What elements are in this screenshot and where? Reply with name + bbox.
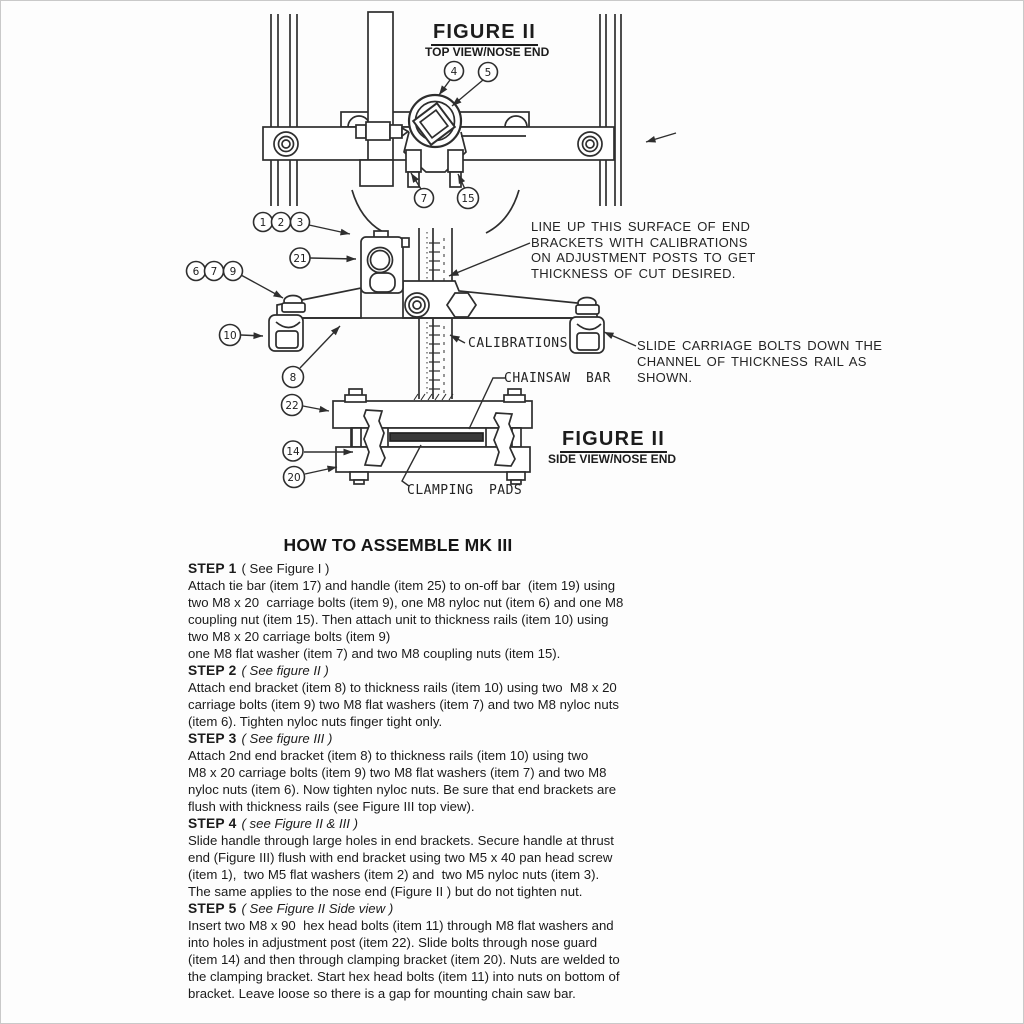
step-2 [188, 662, 704, 730]
step-1-body: Attach tie bar (item 17) and handle (item 25) to on-off bar (item 19) using two M8 x 20 carriage bolts (item 9), one M8 nyloc nut (item 6) and one M8 coupling nut (item 15). Then attach unit to thickness rails (item 10) using two M8 x 20 carriage bolts (item 9) one M8 flat washer (item 7) and two M8 coupling nuts (item 15). [188, 578, 624, 661]
callout-22-label: 22 [285, 400, 299, 412]
callout-6-label: 6 [192, 266, 200, 278]
figure-top-subtitle: TOP VIEW/NOSE END [425, 45, 550, 59]
figure-side-diagram [282, 378, 533, 488]
callout-7-top-label: 7 [420, 193, 428, 205]
callout-2-label: 2 [277, 217, 285, 229]
step-4-figure-ref: ( see Figure II & III ) [241, 816, 359, 831]
callout-21-label: 21 [293, 253, 307, 265]
figure-top-title: FIGURE II [431, 22, 538, 46]
chainsaw-bar-label: CHAINSAW BAR [504, 371, 611, 386]
assembly-steps [188, 560, 704, 1002]
page-title: HOW TO ASSEMBLE MK III [283, 535, 513, 555]
slide-annotation: SLIDE CARRIAGE BOLTS DOWN THE CHANNEL OF THICKNESS RAIL AS SHOWN. [637, 338, 883, 385]
chainsaw-bar-shape [390, 433, 483, 441]
step-4 [188, 815, 704, 900]
calibrations-label: CALIBRATIONS [468, 336, 568, 351]
step-3-label: STEP 3 [188, 731, 237, 746]
figure-side-title: FIGURE II [560, 429, 667, 453]
callout-9-label: 9 [229, 266, 237, 278]
step-2-figure-ref: ( See figure II ) [241, 663, 329, 678]
lineup-annotation: LINE UP THIS SURFACE OF END BRACKETS WITH CALIBRATIONS ON ADJUSTMENT POSTS TO GET THICKNESS OF CUT DESIRED. [531, 219, 756, 282]
callout-10-label: 10 [223, 330, 237, 342]
step-5-body: Insert two M8 x 90 hex head bolts (item 11) through M8 flat washers and into holes in adjustment post (item 22). Slide bolts through nose guard (item 14) and then through clamping bracket (item 20). Nuts are welded to the clamping bracket. Start hex head bolts (item 11) into nuts on bottom of bracket. Leave loose so there is a gap for mounting chain saw bar. [188, 918, 620, 1001]
callout-3-label: 3 [296, 217, 304, 229]
step-1-label: STEP 1 [188, 561, 237, 576]
step-3-body: Attach 2nd end bracket (item 8) to thickness rails (item 10) using two M8 x 20 carriage bolts (item 9) two M8 flat washers (item 7) and two M8 nyloc nuts (item 6). Now tighten nyloc nuts. Be sure that end brackets are flush with thickness rails (see Figure III top view). [188, 748, 617, 814]
figure-side-subtitle: SIDE VIEW/NOSE END [548, 452, 677, 466]
callout-8-label: 8 [289, 372, 297, 384]
callout-7-label: 7 [210, 266, 218, 278]
step-1-figure-ref: ( See Figure I ) [241, 561, 330, 576]
step-5-figure-ref: ( See Figure II Side view ) [241, 901, 394, 916]
step-2-label: STEP 2 [188, 663, 237, 678]
step-5-label: STEP 5 [188, 901, 237, 916]
clamping-pads-label: CLAMPING PADS [407, 483, 523, 498]
callout-15-label: 15 [461, 193, 475, 205]
step-3-figure-ref: ( See figure III ) [241, 731, 333, 746]
step-5 [188, 900, 704, 1002]
step-3 [188, 730, 704, 815]
callout-1-label: 1 [259, 217, 267, 229]
step-2-body: Attach end bracket (item 8) to thickness rails (item 10) using two M8 x 20 carriage bolts (item 9) two M8 flat washers (item 7) and two M8 nyloc nuts (item 6). Tighten nyloc nuts finger tight only. [188, 680, 619, 729]
callout-5-label: 5 [484, 67, 492, 79]
step-1 [188, 560, 704, 662]
step-4-body: Slide handle through large holes in end brackets. Secure handle at thrust end (Figure III) flush with end bracket using two M5 x 40 pan head screw (item 1), two M5 flat washers (item 2) and two M5 nyloc nuts (item 3). The same applies to the nose end (Figure II ) but do not tighten nut. [188, 833, 614, 899]
callout-20-label: 20 [287, 472, 301, 484]
step-4-label: STEP 4 [188, 816, 237, 831]
callout-4-label: 4 [450, 66, 458, 78]
callout-14-label: 14 [286, 446, 300, 458]
